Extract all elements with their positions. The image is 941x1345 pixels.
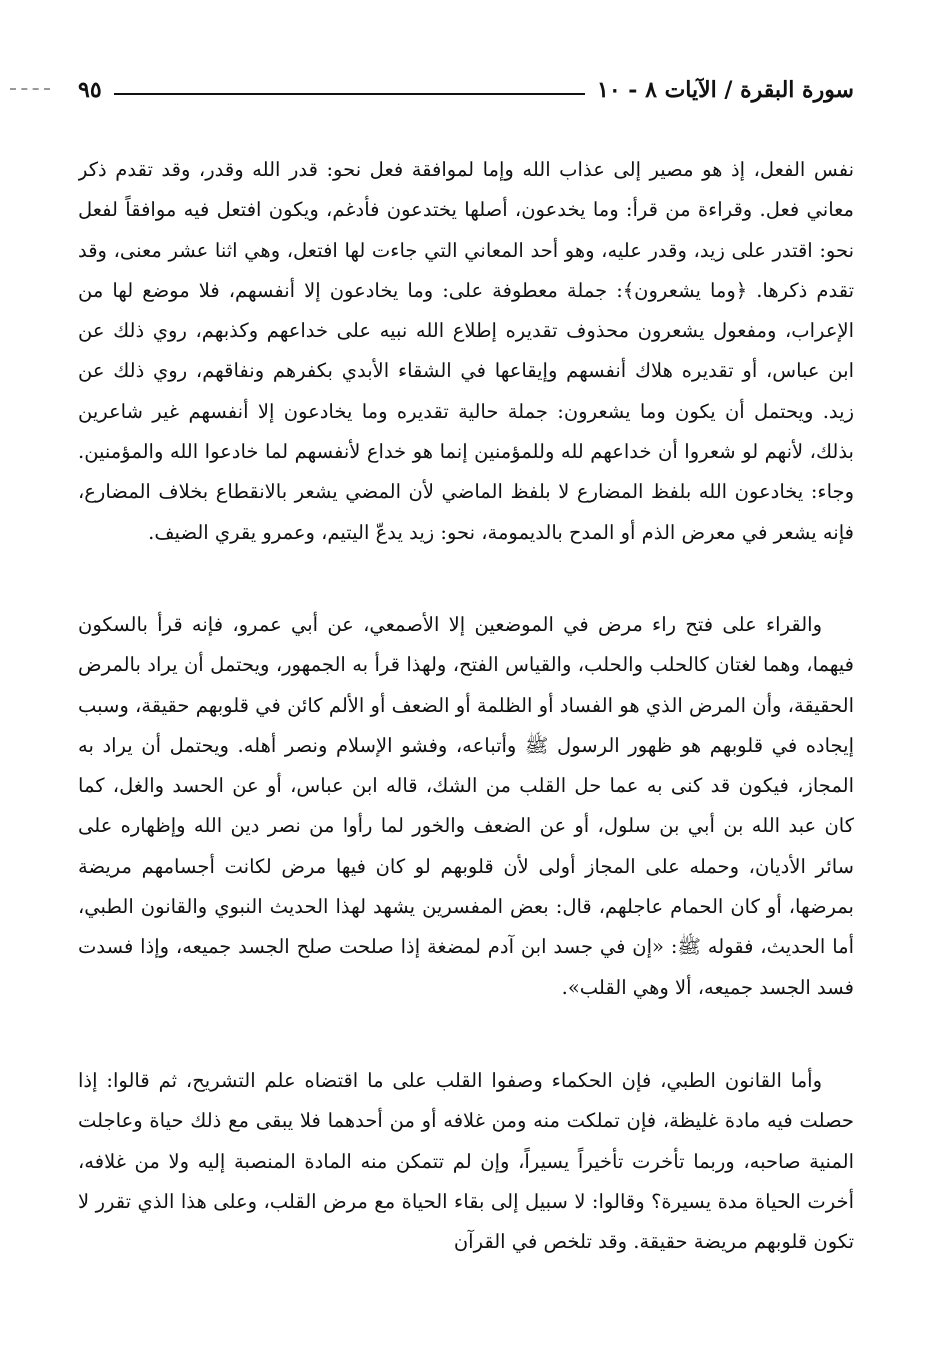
paragraph-1: نفس الفعل، إذ هو مصير إلى عذاب الله وإما لموافقة فعل نحو: قدر الله وقدر، وقد تقدم ذكر معاني فعل. وقراءة من قرأ: وما يخدعون، أصلها يختدعون فأدغم، ويكون افتعل فيه موافقاً لفعل نحو: اقتدر على زيد، وقدر عليه، وهو أحد المعاني التي جاءت لها افتعل، وهي اثنا عشر معنى، وقد تقدم ذكرها. ﴿وما يشعرون﴾: جملة معطوفة على: وما يخادعون إلا أنفسهم، فلا موضع لها من الإعراب، ومفعول يشعرون محذوف تقديره إطلاع الله نبيه على خداعهم وكذبهم، روي ذلك عن ابن عباس، أو تقديره هلاك أنفسهم وإيقاعها في الشقاء الأبدي بكفرهم ونفاقهم، روي ذلك عن زيد. ويحتمل أن يكون وما يشعرون: جملة حالية تقديره وما يخادعون إلا أنفسهم غير شاعرين بذلك، لأنهم لو شعروا أن خداعهم لله وللمؤمنين إنما هو خداع لأنفسهم لما خادعوا الله والمؤمنين. وجاء: يخادعون الله بلفظ المضارع لا بلفظ الماضي لأن المضي يشعر بالانقطاع بخلاف المضارع، فإنه يشعر في معرض الذم أو المدح بالديمومة، نحو: زيد يدعّ اليتيم، وعمرو يقري الضيف.: [78, 158, 854, 544]
page-header: [78, 70, 854, 110]
paragraph-3: وأما القانون الطبي، فإن الحكماء وصفوا القلب على ما اقتضاه علم التشريح، ثم قالوا: إذا حصلت فيه مادة غليظة، فإن تملكت منه ومن غلافه أو من أحدهما فلا يبقى مع ذلك حياة وعاجلت المنية صاحبه، وربما تأخرت تأخيراً يسيراً، وإن لم تتمكن منه المادة المنصبة إليه ولا من غلافه، أخرت الحياة مدة يسيرة؟ وقالوا: لا سبيل إلى بقاء الحياة مع مرض القلب، وعلى هذا الذي تقرر لا تكون قلوبهم مريضة حقيقة. وقد تلخص في القرآن: [78, 1069, 854, 1254]
page-body: [78, 150, 854, 1266]
header-rule: [114, 93, 585, 95]
page-number: ٩٥: [78, 77, 102, 103]
running-head: سورة البقرة / الآيات ٨ - ١٠: [597, 77, 854, 103]
scan-artifact-dash: [10, 88, 50, 92]
paragraph-2: والقراء على فتح راء مرض في الموضعين إلا الأصمعي، عن أبي عمرو، فإنه قرأ بالسكون فيهما، وهما لغتان كالحلب والحلب، والقياس الفتح، ولهذا قرأ به الجمهور، ويحتمل أن يراد بالمرض الحقيقة، وأن المرض الذي هو الفساد أو الظلمة أو الضعف أو الألم كائن في قلوبهم حقيقة، وسبب إيجاده في قلوبهم هو ظهور الرسول ﷺ وأتباعه، وفشو الإسلام ونصر أهله. ويحتمل أن يراد به المجاز، فيكون قد كنى به عما حل القلب من الشك، قاله ابن عباس، أو عن الحسد والغل، كما كان عبد الله بن أبي بن سلول، أو عن الضعف والخور لما رأوا من نصر دين الله وإظهاره على سائر الأديان، وحمله على المجاز أولى لأن قلوبهم لو كان فيها مرض لكانت أجسامهم مريضة بمرضها، أو كان الحمام عاجلهم، قال: بعض المفسرين يشهد لهذا الحديث النبوي والقانون الطبي، أما الحديث، فقوله ﷺ: «إن في جسد ابن آدم لمضغة إذا صلحت صلح الجسد جميعه، وإذا فسدت فسد الجسد جميعه، ألا وهي القلب».: [78, 613, 854, 999]
